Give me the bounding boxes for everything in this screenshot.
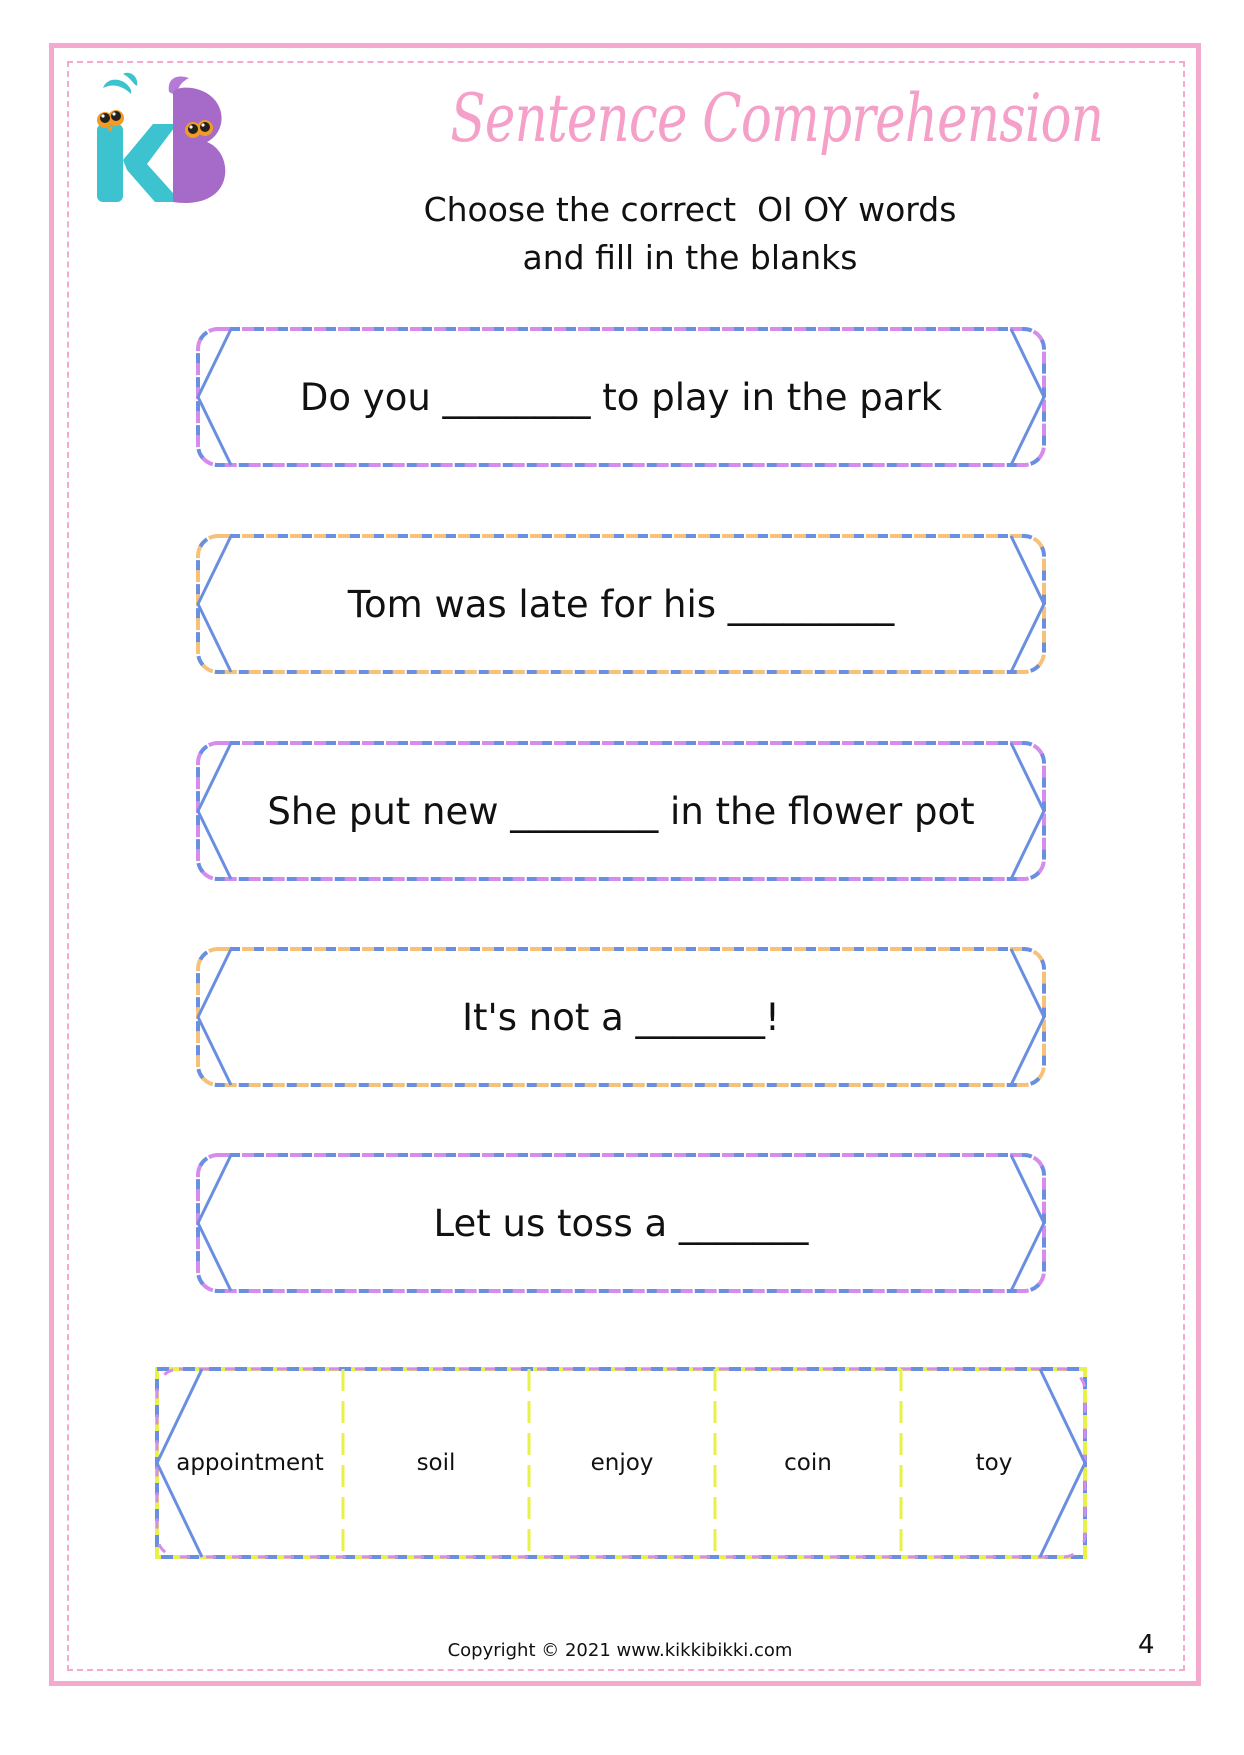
sentence-box-3 bbox=[195, 740, 1047, 882]
word-bank-item: enjoy bbox=[590, 1450, 654, 1476]
sentence-box-4 bbox=[195, 946, 1047, 1088]
kikkibikki-logo bbox=[85, 72, 245, 212]
logo-letter-k bbox=[97, 73, 181, 202]
word-bank-item: soil bbox=[416, 1450, 456, 1476]
sentence-box-2 bbox=[195, 533, 1047, 675]
instructions-line-1: Choose the correct OI OY words bbox=[423, 190, 957, 229]
page-number: 4 bbox=[1138, 1630, 1155, 1660]
copyright-footer: Copyright © 2021 www.kikkibikki.com bbox=[447, 1640, 793, 1661]
instructions-line-2: and fill in the blanks bbox=[522, 238, 858, 277]
sentence-text: Do you ________ to play in the park bbox=[299, 375, 943, 419]
sentence-text: Let us toss a _______ bbox=[433, 1201, 809, 1245]
sentence-text: Tom was late for his _________ bbox=[347, 582, 895, 626]
sentence-text: It's not a _______! bbox=[462, 995, 780, 1039]
sentence-box-5 bbox=[195, 1152, 1047, 1294]
page-title: Sentence Comprehension bbox=[450, 80, 1104, 157]
word-bank-item: appointment bbox=[176, 1450, 324, 1476]
logo-letter-b bbox=[169, 77, 226, 203]
word-bank-item: toy bbox=[975, 1450, 1013, 1476]
sentence-text: She put new ________ in the flower pot bbox=[267, 789, 975, 833]
sentence-box-1 bbox=[195, 326, 1047, 468]
word-bank bbox=[154, 1366, 1088, 1560]
word-bank-item: coin bbox=[784, 1450, 832, 1476]
instructions bbox=[390, 186, 990, 282]
